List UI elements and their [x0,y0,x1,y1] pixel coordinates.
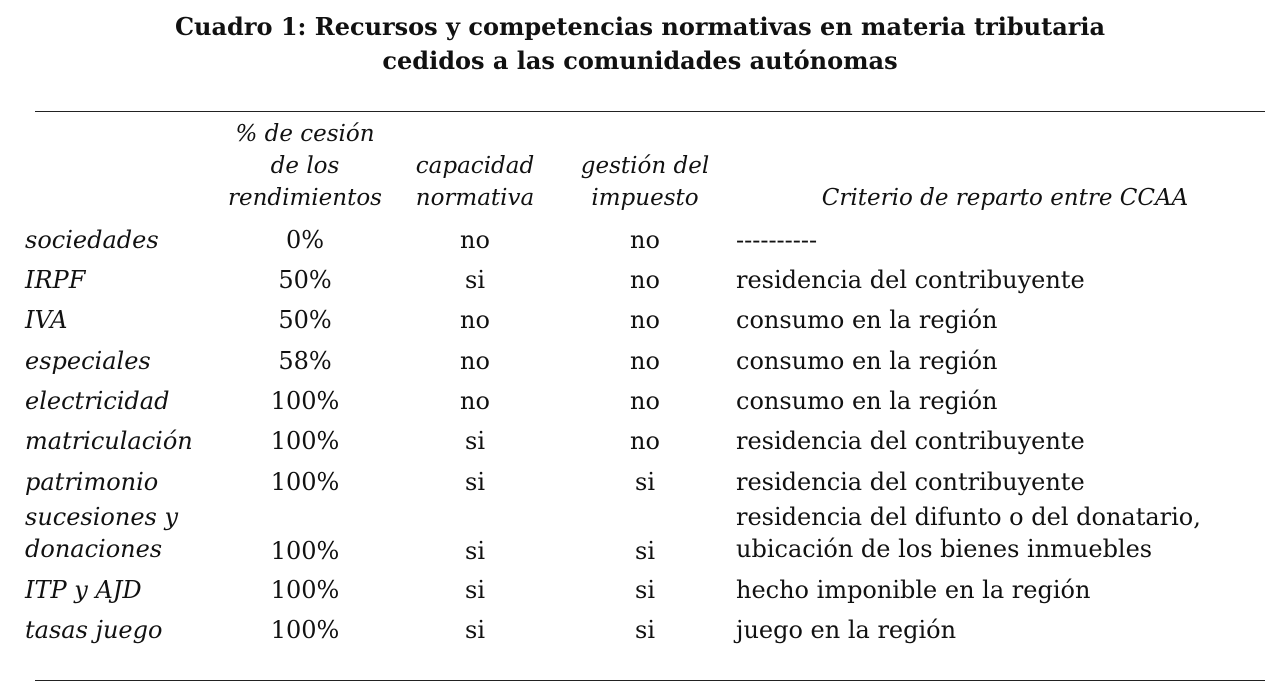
header-gestion-impuesto [565,150,725,214]
table-row [0,300,1280,340]
cell-impuesto: especiales [25,347,151,375]
table-row [0,341,1280,381]
cell-impuesto: sociedades [25,226,159,254]
table-title-line-1: Cuadro 1: Recursos y competencias normativas en materia tributaria [174,12,1106,41]
header-pct-cesion [215,118,395,214]
header-criterio-reparto: Criterio de reparto entre CCAA [821,185,1189,211]
cell-criterio: consumo en la región [736,306,998,334]
cell-criterio: hecho imponible en la región [736,576,1091,604]
table-row [0,220,1280,260]
header-pct-line: rendimientos [228,185,382,211]
cell-gestion: si [635,468,655,496]
cell-pct: 100% [270,576,340,604]
table-row [0,501,1280,575]
table-row [0,570,1280,610]
cell-criterio: consumo en la región [736,387,998,415]
cell-criterio: residencia del contribuyente [736,427,1085,455]
table-title-line-2: cedidos a las comunidades autónomas [382,46,898,75]
cell-pct: 100% [270,616,340,644]
table-row [0,421,1280,461]
cell-capacidad: no [460,226,490,254]
cell-criterio [736,501,1201,565]
cell-pct: 50% [278,266,332,294]
cell-impuesto-line: donaciones [25,535,163,563]
header-gestion-line: gestión del [580,153,710,179]
bottom-rule [35,680,1265,681]
cell-capacidad: no [460,347,490,375]
cell-capacidad: no [460,306,490,334]
cell-gestion: no [630,347,660,375]
cell-impuesto: IVA [25,306,68,334]
cell-gestion: si [635,537,655,565]
cell-capacidad: si [465,576,485,604]
top-rule [35,111,1265,112]
cell-pct: 0% [285,226,325,254]
cell-gestion: no [630,306,660,334]
cell-impuesto: ITP y AJD [25,576,142,604]
header-capacidad-line: capacidad [415,153,535,179]
cell-capacidad: si [465,427,485,455]
cell-gestion: no [630,266,660,294]
table-row [0,381,1280,421]
cell-pct: 100% [270,427,340,455]
cell-criterio: juego en la región [736,616,957,644]
cell-pct: 50% [278,306,332,334]
cell-gestion: no [630,387,660,415]
cell-capacidad: si [465,537,485,565]
cell-pct: 100% [270,387,340,415]
cell-impuesto: IRPF [25,266,86,294]
cell-criterio: residencia del contribuyente [736,266,1085,294]
table-row [0,610,1280,650]
cell-criterio: consumo en la región [736,347,998,375]
cell-gestion: si [635,576,655,604]
header-capacidad-normativa [395,150,555,214]
table-row [0,260,1280,300]
cell-capacidad: si [465,468,485,496]
cell-gestion: no [630,427,660,455]
cell-gestion: no [630,226,660,254]
table-row [0,462,1280,502]
cell-gestion: si [635,616,655,644]
cell-capacidad: si [465,616,485,644]
cell-pct: 100% [270,468,340,496]
cell-criterio-line: residencia del difunto o del donatario, [736,503,1201,531]
cell-criterio: residencia del contribuyente [736,468,1085,496]
cell-impuesto: electricidad [25,387,170,415]
cell-impuesto-line: sucesiones y [25,503,179,531]
cell-pct: 58% [278,347,332,375]
cell-impuesto [25,501,178,565]
cell-impuesto: tasas juego [25,616,163,644]
cell-criterio-line: ubicación de los bienes inmuebles [736,535,1153,563]
header-gestion-line: impuesto [591,185,699,211]
header-pct-line: % de cesión [235,121,375,147]
cell-criterio: ---------- [736,226,818,254]
header-capacidad-line: normativa [415,185,535,211]
cell-capacidad: no [460,387,490,415]
header-pct-line: de los [270,153,340,179]
cell-impuesto: matriculación [25,427,193,455]
cell-pct: 100% [270,537,340,565]
cell-impuesto: patrimonio [25,468,159,496]
cell-capacidad: si [465,266,485,294]
